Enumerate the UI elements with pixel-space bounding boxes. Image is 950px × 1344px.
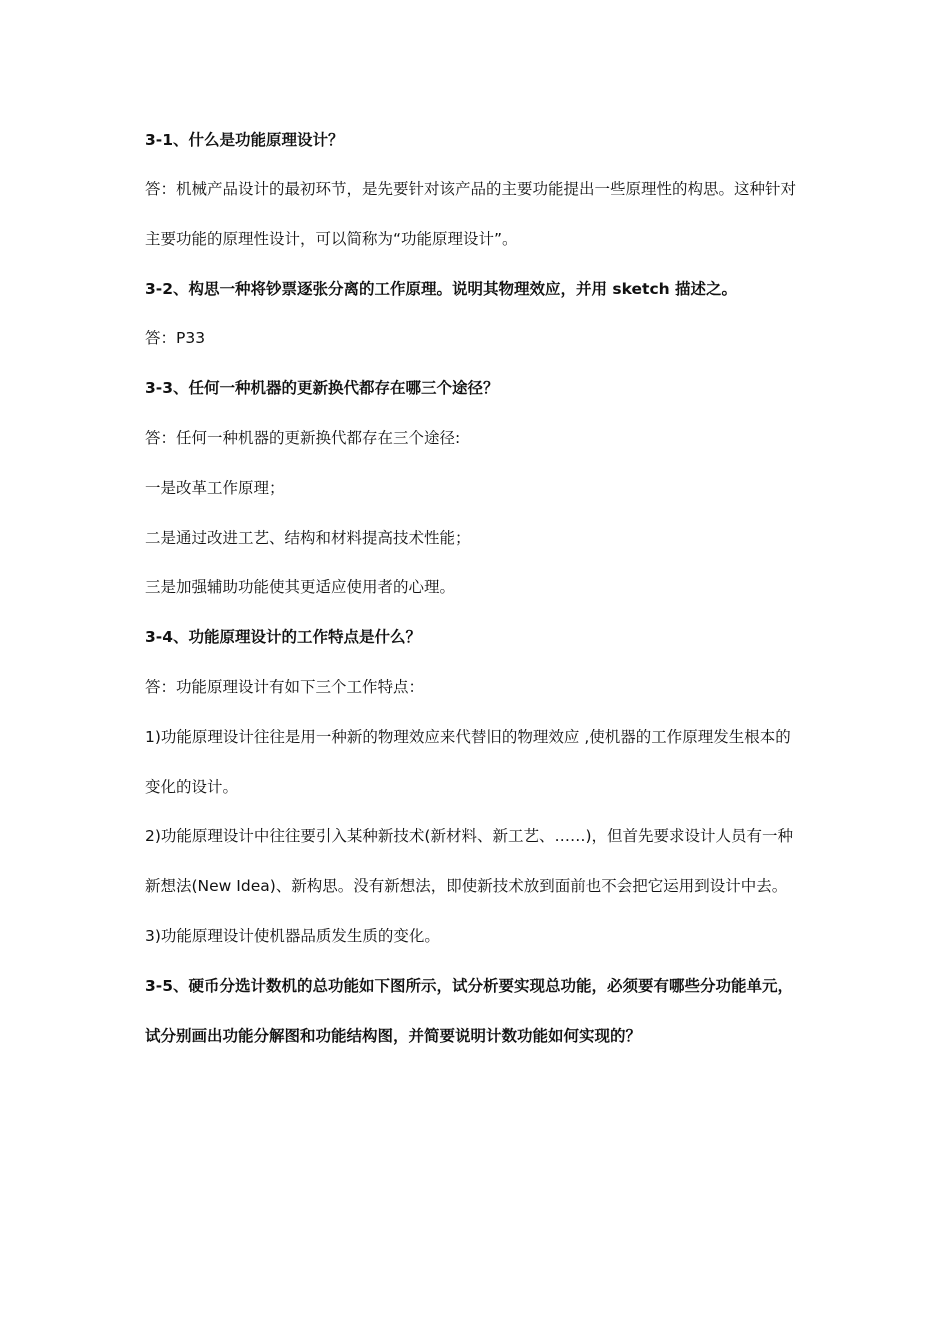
question-3-1: 3-1、什么是功能原理设计？ <box>145 131 344 149</box>
question-3-3: 3-3、任何一种机器的更新换代都存在哪三个途径？ <box>145 379 499 397</box>
answer-3-3-item-3: 三是加强辅助功能使其更适应使用者的心理。 <box>145 578 456 596</box>
question-3-4: 3-4、功能原理设计的工作特点是什么？ <box>145 628 422 646</box>
answer-3-1-line-2: 主要功能的原理性设计，可以简称为“功能原理设计”。 <box>145 230 518 248</box>
question-3-5-line-2: 试分别画出功能分解图和功能结构图，并简要说明计数功能如何实现的？ <box>145 1027 642 1045</box>
answer-3-3-item-2: 二是通过改进工艺、结构和材料提高技术性能； <box>145 529 471 547</box>
answer-3-4-point-1-line-2: 变化的设计。 <box>145 778 239 796</box>
answer-3-2: 答：P33 <box>145 329 206 347</box>
question-3-5-line-1: 3-5、硬币分选计数机的总功能如下图所示，试分析要实现总功能，必须要有哪些分功能单元， <box>145 977 794 995</box>
answer-3-4-point-3: 3)功能原理设计使机器品质发生质的变化。 <box>145 927 440 945</box>
answer-3-3-intro: 答：任何一种机器的更新换代都存在三个途径: <box>145 429 461 447</box>
answer-3-4-intro: 答：功能原理设计有如下三个工作特点： <box>145 678 425 696</box>
answer-3-4-point-2-line-1: 2)功能原理设计中往往要引入某种新技术(新材料、新工艺、……)，但首先要求设计人员有一种 <box>145 827 794 845</box>
answer-3-3-item-1: 一是改革工作原理； <box>145 479 285 497</box>
answer-3-4-point-1-line-1: 1)功能原理设计往往是用一种新的物理效应来代替旧的物理效应 ,使机器的工作原理发生根本的 <box>145 728 791 746</box>
question-3-2: 3-2、构思一种将钞票逐张分离的工作原理。说明其物理效应，并用 sketch 描述之。 <box>145 280 738 298</box>
answer-3-4-point-2-line-2: 新想法(New Idea)、新构思。没有新想法，即使新技术放到面前也不会把它运用到设计中去。 <box>145 877 788 895</box>
answer-3-1-line-1: 答：机械产品设计的最初环节，是先要针对该产品的主要功能提出一些原理性的构思。这种针对 <box>145 180 797 198</box>
